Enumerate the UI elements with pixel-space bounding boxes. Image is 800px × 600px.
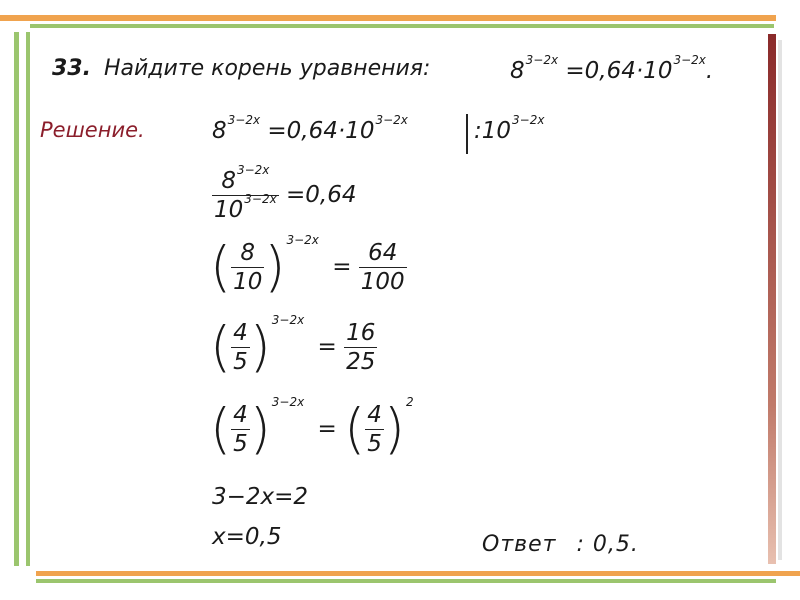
solution-label: Решение. <box>40 118 145 142</box>
step-7: x=0,5 <box>212 524 282 550</box>
division-bar <box>466 114 468 154</box>
answer-label: Ответ <box>482 532 557 557</box>
bottom-border-orange <box>36 571 800 576</box>
right-accent-bar <box>768 34 776 564</box>
bottom-border-green <box>36 579 776 583</box>
problem-number: 33. <box>52 56 91 81</box>
step-2-fraction: $\frac{8^{3-2x}}{10^{3-2x}}$ <box>214 163 277 223</box>
problem-equation: $8^{3-2x} =0,64\cdot 10^{3-2x}$. <box>510 53 714 84</box>
step-5: ( $\frac{4}{5}$ )$^{3-2x}$ = ( $\frac{4}{5}$ )$^2$ <box>210 395 414 461</box>
top-border-orange <box>0 15 776 21</box>
step-6: 3−2x=2 <box>212 484 309 510</box>
problem-title <box>52 56 430 81</box>
problem-question: Найдите корень уравнения: <box>103 56 431 81</box>
step-4: ( $\frac{4}{5}$ )$^{3-2x}$ = $\frac{16}{25}$ <box>210 313 376 379</box>
step-2: $\frac{8^{3-2x}}{10^{3-2x}}$ =0,64 <box>214 163 357 223</box>
left-border-inner <box>26 32 30 566</box>
step-1: $8^{3-2x} =0,64\cdot 10^{3-2x}$ <box>212 113 408 144</box>
left-border-outer <box>14 32 19 566</box>
right-shadow-bar <box>778 40 782 560</box>
answer-value: : 0,5. <box>576 532 639 557</box>
top-border-green <box>30 24 774 28</box>
step-3: ( $\frac{8}{10}$ )$^{3-2x}$ = $\frac{64}{100}$ <box>210 233 405 299</box>
answer <box>482 532 639 557</box>
step-1-divisor: $:10^{3-2x}$ <box>474 113 545 144</box>
